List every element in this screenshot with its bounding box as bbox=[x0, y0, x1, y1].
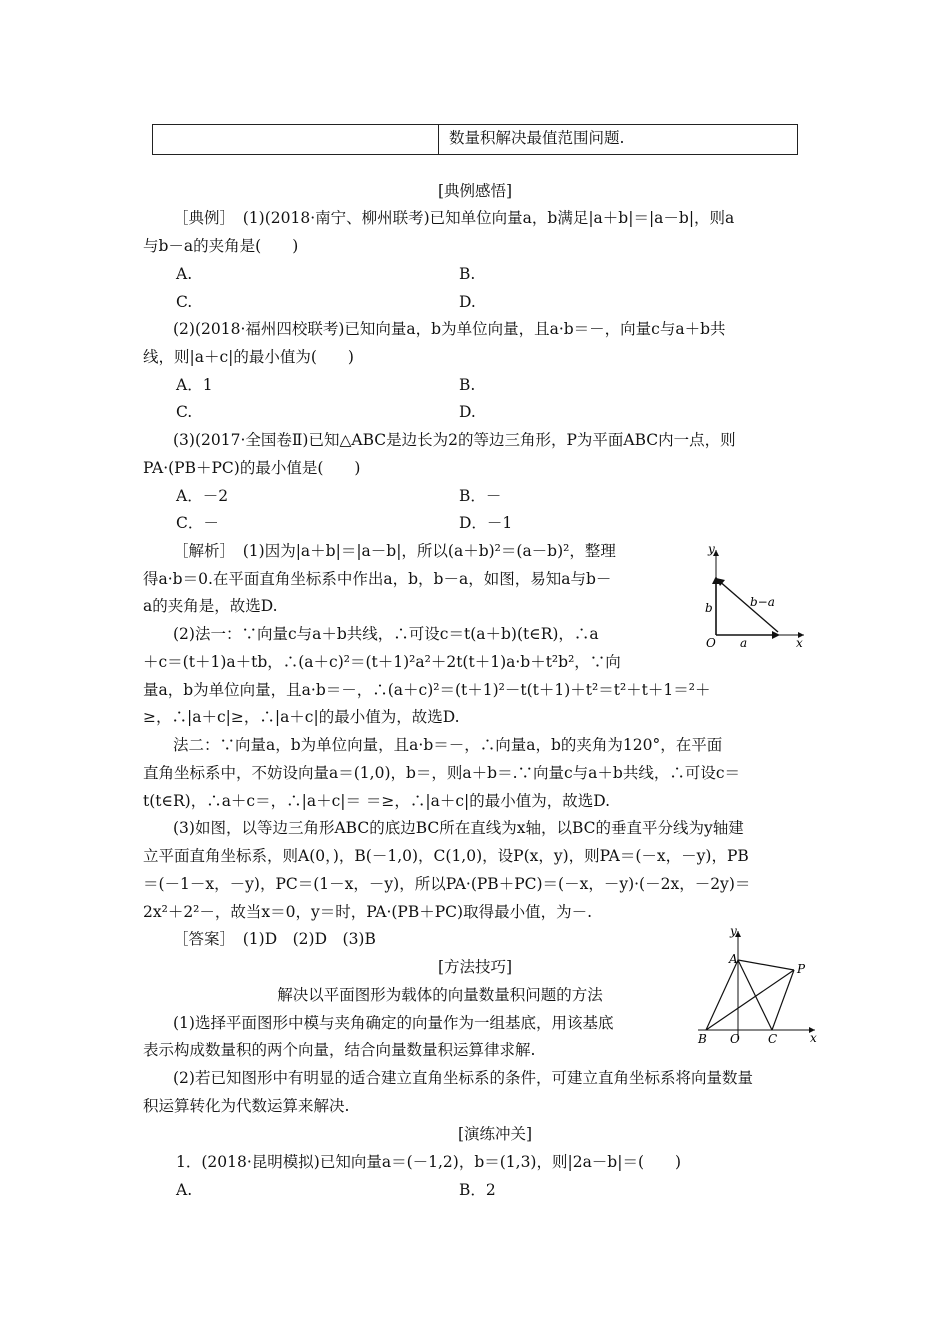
answer-line: ［答案］ (1)D (2)D (3)B bbox=[173, 930, 376, 948]
solution-line: 法二：∵向量a，b为单位向量，且a·b＝－，∴向量a，b的夹角为120°，在平面 bbox=[173, 736, 723, 754]
q1-line1: ［典例］ (1)(2018·南宁、柳州联考)已知单位向量a，b满足|a＋b|＝|a－b|，则a bbox=[173, 209, 735, 227]
label-b: b bbox=[705, 601, 713, 615]
label-C: C bbox=[768, 1032, 778, 1045]
q3-line1: (3)(2017·全国卷Ⅱ)已知△ABC是边长为2的等边三角形，P为平面ABC内一点，则 bbox=[173, 431, 736, 449]
solution-line: 直角坐标系中，不妨设向量a＝(1,0)，b＝，则a＋b＝.∵向量c与a＋b共线，∴可设c＝ bbox=[143, 764, 741, 782]
solution-line: 量a，b为单位向量，且a·b＝－，∴(a＋c)²＝(t＋1)²－t(t＋1)＋t²＝t²＋t＋1＝²＋ bbox=[143, 681, 711, 699]
method-p1-line1: (1)选择平面图形中模与夹角确定的向量作为一组基底，用该基底 bbox=[173, 1014, 614, 1032]
q3-option-c: C．－ bbox=[176, 514, 219, 532]
practice-q1-option-b: B．2 bbox=[459, 1181, 496, 1199]
label-a: a bbox=[740, 636, 748, 650]
solution-line: ［解析］ (1)因为|a＋b|＝|a－b|，所以(a＋b)²＝(a－b)²，整理 bbox=[173, 542, 616, 560]
solution-line: ＋c＝(t＋1)a＋tb，∴(a＋c)²＝(t＋1)²a²＋2t(t＋1)a·b＋t²b²，∵向 bbox=[143, 653, 621, 671]
method-p1-line2: 表示构成数量积的两个向量，结合向量数量积运算律求解. bbox=[143, 1041, 536, 1059]
solution-line: 2x²＋2²－，故当x＝0，y＝时，PA·(PB＋PC)取得最小值，为－. bbox=[143, 903, 593, 921]
q3-line2: PA·(PB＋PC)的最小值是( ) bbox=[143, 459, 361, 477]
q2-line2: 线，则|a＋c|的最小值为( ) bbox=[143, 348, 354, 366]
solution-line: 得a·b＝0.在平面直角坐标系中作出a，b，b－a，如图，易知a与b－ bbox=[143, 570, 612, 588]
practice-q1: 1．(2018·昆明模拟)已知向量a＝(－1,2)，b＝(1,3)，则|2a－b|＝( ) bbox=[176, 1153, 682, 1171]
table-cell-text: 数量积解决最值范围问题. bbox=[449, 129, 625, 147]
table-cell-empty bbox=[153, 125, 439, 154]
example-heading: [典例感悟] bbox=[437, 182, 513, 200]
label-A: A bbox=[729, 952, 738, 966]
practice-q1-option-a: A. bbox=[176, 1181, 193, 1199]
q1-option-b: B. bbox=[459, 265, 476, 283]
q3-option-b: B．－ bbox=[459, 487, 502, 505]
q1-line2: 与b－a的夹角是( ) bbox=[143, 237, 299, 255]
label-x: x bbox=[810, 1031, 817, 1045]
solution-line: 立平面直角坐标系，则A(0，)，B(－1,0)，C(1,0)，设P(x，y)，则PA＝(－x，－y)，PB bbox=[143, 847, 749, 865]
label-B: B bbox=[698, 1032, 707, 1045]
summary-table-row bbox=[152, 124, 798, 155]
vector-a-arrow bbox=[772, 631, 780, 639]
vector-figure-1 bbox=[700, 540, 810, 650]
label-o: O bbox=[706, 636, 716, 650]
label-y: y bbox=[730, 925, 737, 938]
q1-option-d: D. bbox=[459, 293, 476, 311]
q2-option-b: B. bbox=[459, 376, 476, 394]
method-heading: [方法技巧] bbox=[437, 958, 513, 976]
label-x: x bbox=[796, 636, 803, 650]
solution-line: (3)如图，以等边三角形ABC的底边BC所在直线为x轴，以BC的垂直平分线为y轴建 bbox=[173, 819, 744, 837]
method-p2-line1: (2)若已知图形中有明显的适合建立直角坐标系的条件，可建立直角坐标系将向量数量 bbox=[173, 1069, 753, 1087]
q2-option-d: D. bbox=[459, 403, 476, 421]
solution-line: ≥，∴|a＋c|≥，∴|a＋c|的最小值为，故选D. bbox=[143, 708, 460, 726]
practice-heading: [演练冲关] bbox=[457, 1125, 533, 1143]
q3-option-d: D．－1 bbox=[459, 514, 513, 532]
solution-line: t(t∈R)，∴a＋c＝，∴|a＋c|＝ ＝≥，∴|a＋c|的最小值为，故选D. bbox=[143, 792, 611, 810]
method-title: 解决以平面图形为载体的向量数量积问题的方法 bbox=[277, 986, 603, 1004]
q2-option-a: A．1 bbox=[176, 376, 213, 394]
q2-line1: (2)(2018·福州四校联考)已知向量a，b为单位向量，且a·b＝－，向量c与a＋b共 bbox=[173, 320, 726, 338]
q2-option-c: C. bbox=[176, 403, 193, 421]
label-y: y bbox=[708, 542, 715, 556]
q3-option-a: A．－2 bbox=[176, 487, 229, 505]
label-b-minus-a: b−a bbox=[750, 595, 775, 609]
solution-line: a的夹角是，故选D. bbox=[143, 597, 278, 615]
q1-option-a: A. bbox=[176, 265, 193, 283]
method-p2-line2: 积运算转化为代数运算来解决. bbox=[143, 1097, 350, 1115]
label-o: O bbox=[730, 1032, 740, 1045]
label-P: P bbox=[797, 962, 806, 976]
q1-option-c: C. bbox=[176, 293, 193, 311]
solution-line: ＝(－1－x，－y)，PC＝(1－x，－y)，所以PA·(PB＋PC)＝(－x，－y)·(－2x，－2y)＝ bbox=[143, 875, 751, 893]
solution-line: (2)法一：∵向量c与a＋b共线，∴可设c＝t(a＋b)(t∈R)，∴a bbox=[173, 625, 599, 643]
